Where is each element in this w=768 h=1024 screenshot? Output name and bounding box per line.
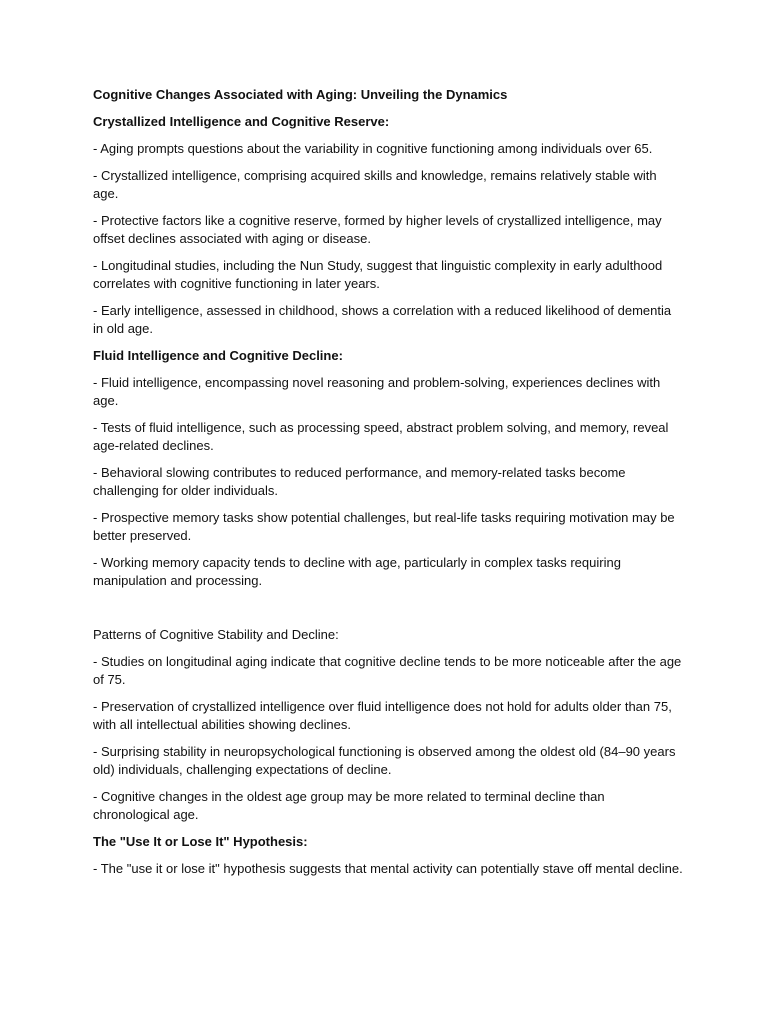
bullet-item: - Preservation of crystallized intelligence over fluid intelligence does not hold for adults older than 75, with all intellectual abilities showing declines. — [93, 699, 672, 732]
bullet-item: - Studies on longitudinal aging indicate that cognitive decline tends to be more noticeable after the age of 75. — [93, 654, 682, 687]
bullet-item: - Longitudinal studies, including the Nun Study, suggest that linguistic complexity in early adulthood correlates with cognitive functioning in later years. — [93, 258, 663, 291]
bullet-item: - Protective factors like a cognitive reserve, formed by higher levels of crystallized intelligence, may offset declines associated with aging or disease. — [93, 213, 662, 246]
bullet-item: - Early intelligence, assessed in childhood, shows a correlation with a reduced likelihood of dementia in old age. — [93, 303, 672, 336]
section-heading-patterns: Patterns of Cognitive Stability and Decline: — [93, 627, 339, 642]
bullet-item: - Fluid intelligence, encompassing novel reasoning and problem-solving, experiences declines with age. — [93, 375, 661, 408]
document-title: Cognitive Changes Associated with Aging: Unveiling the Dynamics — [93, 87, 508, 102]
bullet-item: - The "use it or lose it" hypothesis suggests that mental activity can potentially stave off mental decline. — [93, 861, 683, 876]
bullet-item: - Aging prompts questions about the variability in cognitive functioning among individuals over 65. — [93, 141, 653, 156]
section-heading-crystallized: Crystallized Intelligence and Cognitive Reserve: — [93, 114, 390, 129]
bullet-item: - Prospective memory tasks show potential challenges, but real-life tasks requiring motivation may be better preserved. — [93, 510, 675, 543]
paragraph-spacer — [93, 599, 683, 626]
section-heading-fluid: Fluid Intelligence and Cognitive Decline: — [93, 348, 343, 363]
bullet-item: - Surprising stability in neuropsychological functioning is observed among the oldest old (84–90 years old) individuals, challenging expectations of decline. — [93, 744, 676, 777]
bullet-item: - Behavioral slowing contributes to reduced performance, and memory-related tasks become challenging for older individuals. — [93, 465, 626, 498]
document-page — [93, 86, 683, 887]
section-heading-use-it: The "Use It or Lose It" Hypothesis: — [93, 834, 308, 849]
bullet-item: - Cognitive changes in the oldest age group may be more related to terminal decline than chronological age. — [93, 789, 605, 822]
bullet-item: - Crystallized intelligence, comprising acquired skills and knowledge, remains relatively stable with age. — [93, 168, 657, 201]
bullet-item: - Tests of fluid intelligence, such as processing speed, abstract problem solving, and memory, reveal age-related declines. — [93, 420, 669, 453]
bullet-item: - Working memory capacity tends to decline with age, particularly in complex tasks requiring manipulation and processing. — [93, 555, 621, 588]
